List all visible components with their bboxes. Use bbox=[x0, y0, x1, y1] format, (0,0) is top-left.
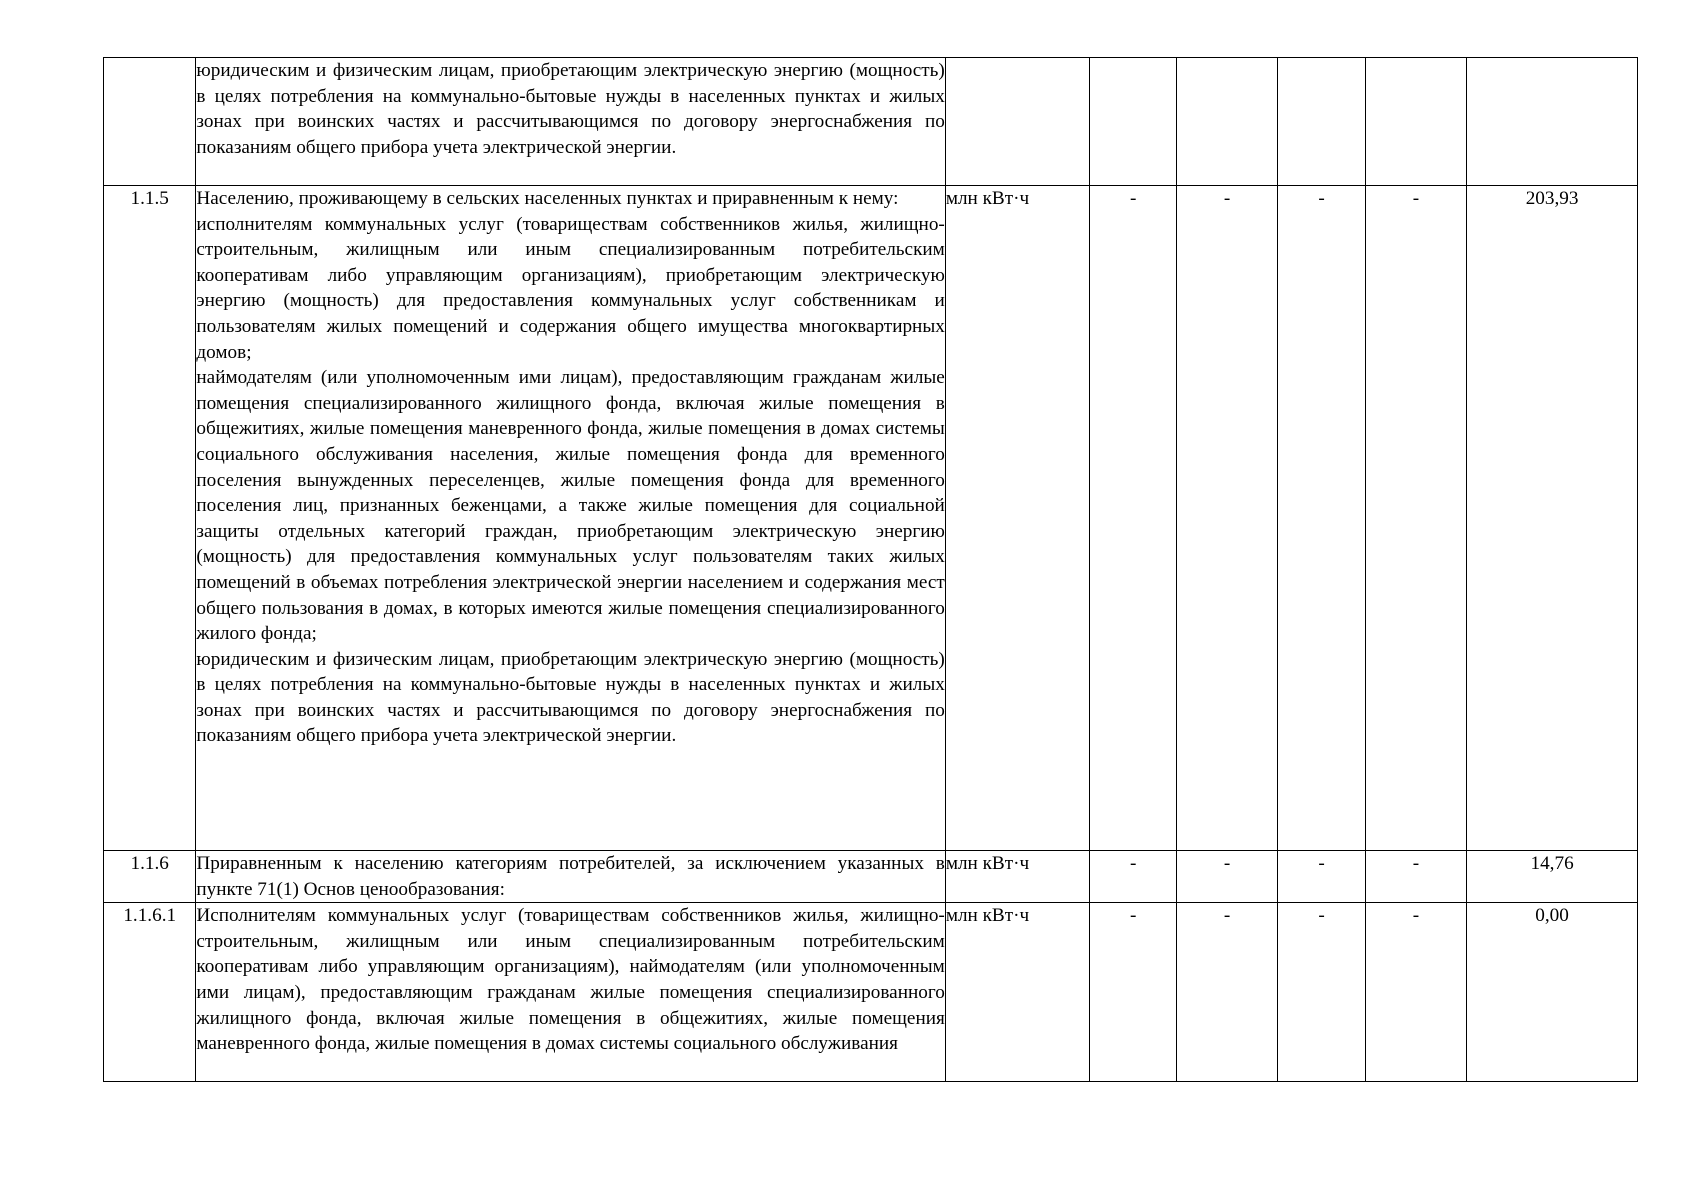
description-paragraph: наймодателям (или уполномоченным ими лицам), предоставляющим гражданам жилые помещения специализированного жилищного фонда, включая жилые помещения в общежитиях, жилые помещения маневренного фонда, жилые помещения в домах системы социального обслуживания населения, жилые помещения фонда для временного поселения вынужденных переселенцев, жилые помещения фонда для временного поселения лиц, признанных беженцами, а также жилые помещения для социальной защиты отдельных категорий граждан, приобретающим электрическую энергию (мощность) для предоставления коммунальных услуг пользователям таких жилых помещений в объемах потребления электрической энергии населением и содержания мест общего пользования в домах, в которых имеются жилые помещения специализированного жилого фонда; bbox=[196, 367, 945, 645]
unit-cell bbox=[945, 58, 1090, 186]
total-cell bbox=[1467, 58, 1638, 186]
row-number bbox=[104, 58, 196, 186]
unit-cell: млн кВт·ч bbox=[945, 851, 1090, 903]
unit-cell: млн кВт·ч bbox=[945, 186, 1090, 851]
value-cell: - bbox=[1176, 903, 1277, 1082]
value-cell: - bbox=[1090, 903, 1176, 1082]
unit-cell: млн кВт·ч bbox=[945, 903, 1090, 1082]
description-paragraph: исполнителям коммунальных услуг (товариществам собственников жилья, жилищно-строительным, жилищным или иным специализированным потребительским кооперативам либо управляющим организациям), приобретающим электрическую энергию (мощность) для предоставления коммунальных услуг собственникам и пользователям жилых помещений и содержания общего имущества многоквартирных домов; bbox=[196, 213, 945, 363]
row-number: 1.1.6 bbox=[104, 851, 196, 903]
value-cell: - bbox=[1176, 186, 1277, 851]
row-description bbox=[196, 903, 945, 1082]
value-cell: - bbox=[1090, 186, 1176, 851]
row-description bbox=[196, 851, 945, 903]
description-paragraph: Приравненным к населению категориям потребителей, за исключением указанных в пункте 71(1) Основ ценообразования: bbox=[196, 853, 945, 900]
value-cell: - bbox=[1090, 851, 1176, 903]
value-cell bbox=[1278, 58, 1365, 186]
row-number: 1.1.5 bbox=[104, 186, 196, 851]
value-cell: - bbox=[1278, 186, 1365, 851]
total-cell: 203,93 bbox=[1467, 186, 1638, 851]
description-paragraph: Исполнителям коммунальных услуг (товариществам собственников жилья, жилищно-строительным, жилищным или иным специализированным потребительским кооперативам либо управляющим организациям), наймодателям (или уполномоченным ими лицам), предоставляющим гражданам жилые помещения специализированного жилищного фонда, включая жилые помещения в общежитиях, жилые помещения маневренного фонда, жилые помещения в домах системы социального обслуживания bbox=[196, 905, 945, 1055]
row-description bbox=[196, 186, 945, 851]
tariff-table bbox=[103, 57, 1638, 1082]
description-paragraph: юридическим и физическим лицам, приобретающим электрическую энергию (мощность) в целях потребления на коммунально-бытовые нужды в населенных пунктах и жилых зонах при воинских частях и рассчитывающимся по договору энергоснабжения по показаниям общего прибора учета электрической энергии. bbox=[196, 60, 945, 158]
value-cell: - bbox=[1365, 186, 1466, 851]
table-row bbox=[104, 186, 1638, 851]
value-cell bbox=[1365, 58, 1466, 186]
value-cell: - bbox=[1278, 903, 1365, 1082]
description-paragraph: юридическим и физическим лицам, приобретающим электрическую энергию (мощность) в целях потребления на коммунально-бытовые нужды в населенных пунктах и жилых зонах при воинских частях и рассчитывающимся по договору энергоснабжения по показаниям общего прибора учета электрической энергии. bbox=[196, 648, 945, 747]
value-cell: - bbox=[1365, 851, 1466, 903]
description-paragraph: Населению, проживающему в сельских населенных пунктах и приравненным к нему: bbox=[196, 188, 899, 209]
table-row bbox=[104, 58, 1638, 186]
table-row bbox=[104, 903, 1638, 1082]
value-cell: - bbox=[1365, 903, 1466, 1082]
value-cell: - bbox=[1278, 851, 1365, 903]
value-cell: - bbox=[1176, 851, 1277, 903]
total-cell: 0,00 bbox=[1467, 903, 1638, 1082]
table-row bbox=[104, 851, 1638, 903]
row-description bbox=[196, 58, 945, 186]
row-number: 1.1.6.1 bbox=[104, 903, 196, 1082]
total-cell: 14,76 bbox=[1467, 851, 1638, 903]
value-cell bbox=[1176, 58, 1277, 186]
value-cell bbox=[1090, 58, 1176, 186]
